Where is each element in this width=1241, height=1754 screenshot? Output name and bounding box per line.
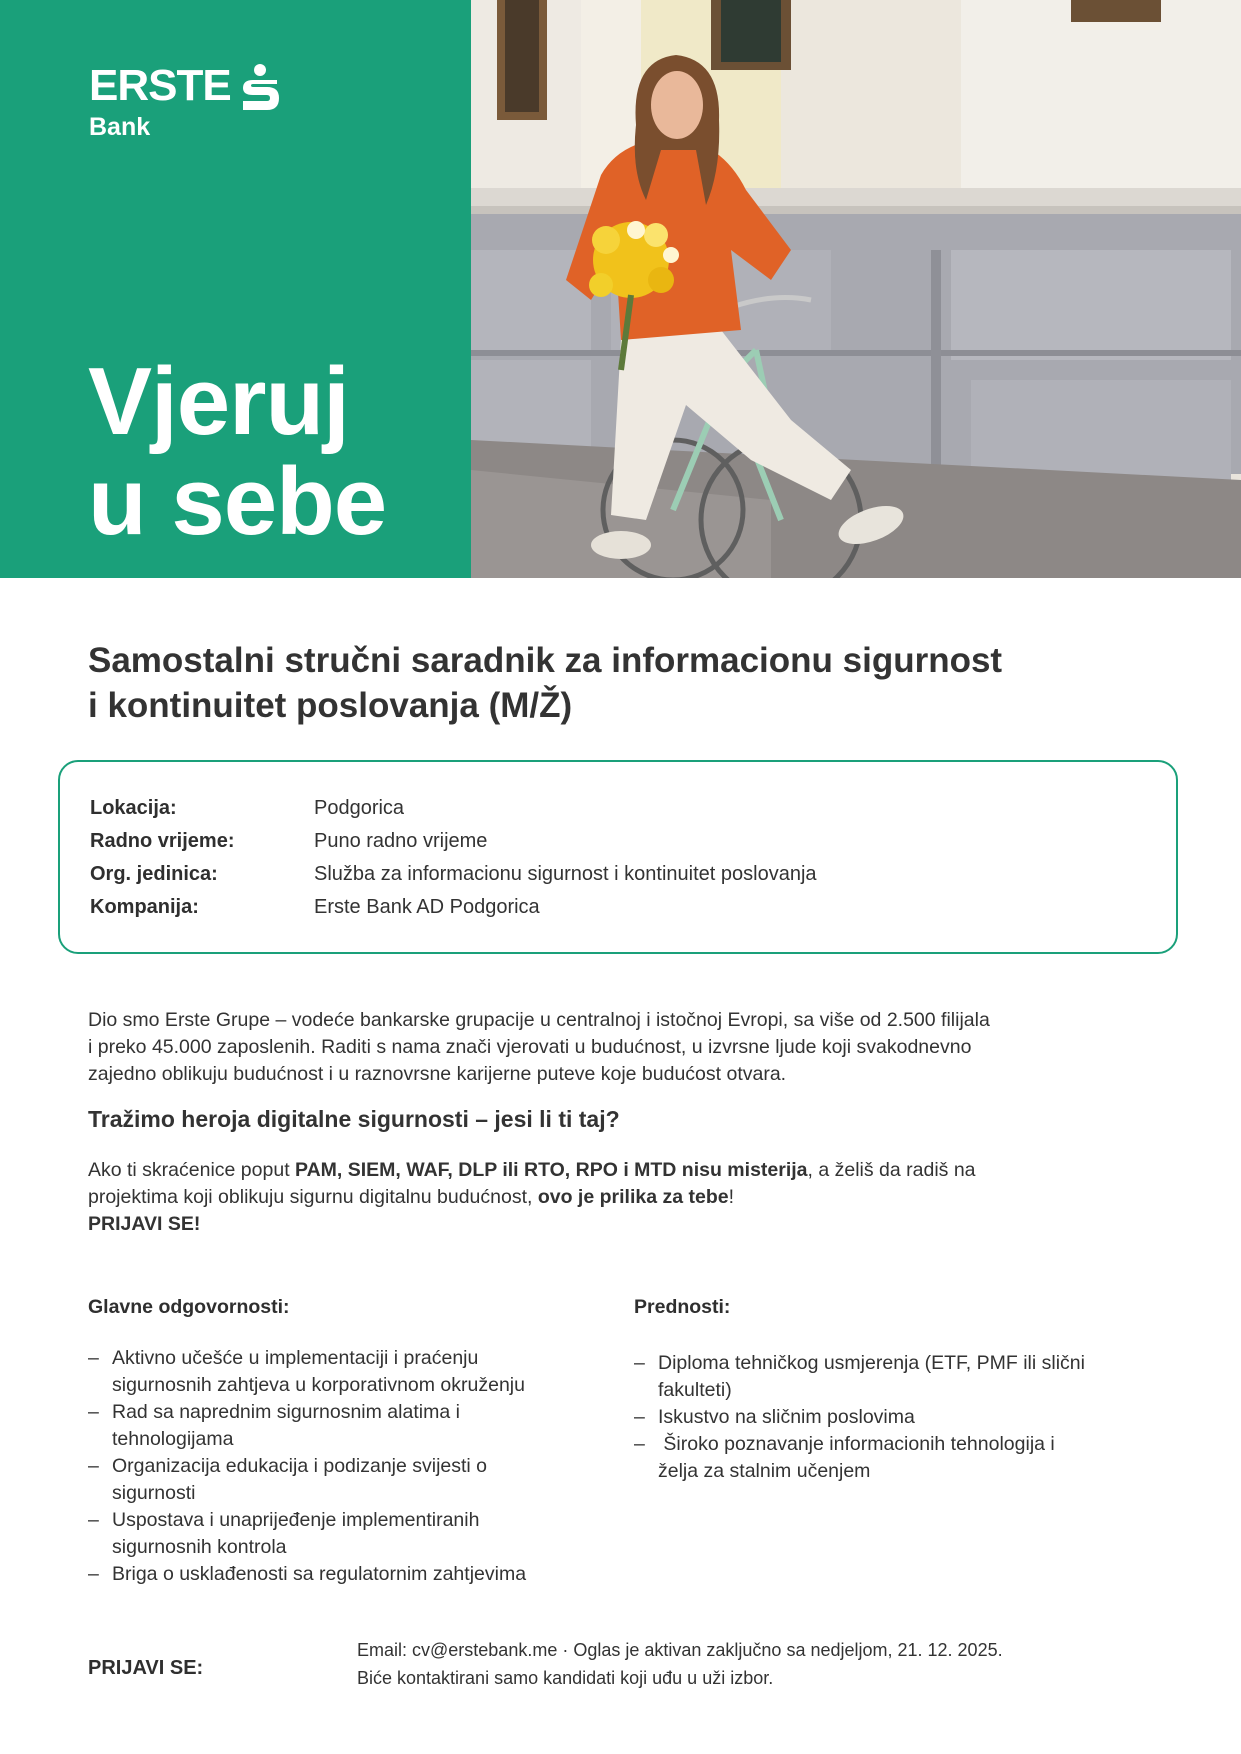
dash-bullet: – xyxy=(88,1455,99,1477)
responsibilities-list xyxy=(88,1345,608,1588)
cta-text: Ako ti skraćenice poput xyxy=(88,1159,296,1181)
cta-bold-text: ovo je prilika za tebe xyxy=(537,1186,729,1208)
cta-line-2 xyxy=(88,1184,1148,1211)
item-line: Diploma tehničkog usmjerenja (ETF, PMF ili slični xyxy=(658,1352,1085,1374)
cta-line-1 xyxy=(88,1157,1148,1184)
cta-apply-text: PRIJAVI SE! xyxy=(88,1213,201,1235)
dash-bullet: – xyxy=(634,1433,645,1455)
hero-green-panel xyxy=(0,0,471,578)
item-line: tehnologijama xyxy=(112,1428,234,1450)
apply-label: PRIJAVI SE: xyxy=(88,1657,204,1679)
info-label: Kompanija: xyxy=(90,896,199,918)
list-item xyxy=(88,1399,608,1453)
list-item xyxy=(88,1507,608,1561)
job-info-box xyxy=(58,760,1178,954)
item-line: fakulteti) xyxy=(658,1379,732,1401)
job-title-line-2: i kontinuitet poslovanja (M/Ž) xyxy=(88,686,573,725)
dash-bullet: – xyxy=(634,1406,645,1428)
savings-s-logo-icon xyxy=(239,64,281,112)
info-value: Puno radno vrijeme xyxy=(314,830,488,852)
cta-text: , a želiš da radiš na xyxy=(807,1159,976,1181)
list-item xyxy=(634,1431,1154,1485)
job-title xyxy=(88,638,1148,728)
list-item xyxy=(634,1404,1154,1431)
list-item xyxy=(88,1453,608,1507)
item-line: Briga o usklađenosti sa regulatornim zahtjevima xyxy=(112,1563,527,1585)
apply-note-line: Biće kontaktirani samo kandidati koji uđu u uži izbor. xyxy=(357,1668,774,1688)
logo-bank-text: Bank xyxy=(89,113,151,141)
item-line: Iskustvo na sličnim poslovima xyxy=(658,1406,915,1428)
list-item xyxy=(88,1345,608,1399)
apply-details xyxy=(357,1636,1003,1692)
advantages-title: Prednosti: xyxy=(634,1296,731,1318)
dash-bullet: – xyxy=(88,1509,99,1531)
cta-line-3 xyxy=(88,1211,1148,1238)
intro-line: i preko 45.000 zaposlenih. Raditi s nama znači vjerovati u budućnost, u izvrsne ljude koji svakodnevno xyxy=(88,1036,972,1058)
item-line: Organizacija edukacija i podizanje svijesti o xyxy=(112,1455,488,1477)
dash-bullet: – xyxy=(88,1563,99,1585)
info-label: Org. jedinica: xyxy=(90,863,218,885)
item-line: Rad sa naprednim sigurnosnim alatima i xyxy=(112,1401,460,1423)
slogan-line-2: u sebe xyxy=(88,448,387,555)
info-value: Služba za informacionu sigurnost i kontinuitet poslovanja xyxy=(314,863,817,885)
item-line: želja za stalnim učenjem xyxy=(658,1460,871,1482)
item-line: Aktivno učešće u implementaciji i praćenju xyxy=(112,1347,479,1369)
call-to-action-text xyxy=(88,1157,1148,1238)
item-line: Široko poznavanje informacionih tehnologija i xyxy=(658,1433,1055,1455)
cta-bold-text: PAM, SIEM, WAF, DLP ili RTO, RPO i MTD nisu misterija xyxy=(295,1159,808,1181)
cta-text: ! xyxy=(728,1186,734,1208)
logo-wordmark: ERSTE xyxy=(89,61,231,110)
list-item xyxy=(634,1350,1154,1404)
item-line: sigurnosnih zahtjeva u korporativnom okruženju xyxy=(112,1374,525,1396)
info-label: Radno vrijeme: xyxy=(90,830,235,852)
job-title-line-1: Samostalni stručni saradnik za informacionu sigurnost xyxy=(88,641,1003,680)
company-intro xyxy=(88,1007,1148,1088)
intro-line: zajedno oblikuju budućnost i u raznovrsne karijerne puteve koje budućost otvara. xyxy=(88,1063,787,1085)
dash-bullet: – xyxy=(88,1347,99,1369)
erste-logo[interactable] xyxy=(89,61,281,141)
dash-bullet: – xyxy=(88,1401,99,1423)
hero-banner xyxy=(0,0,1241,578)
dash-bullet: – xyxy=(634,1352,645,1374)
apply-email-line[interactable]: Email: cv@erstebank.me · Oglas je aktivan zaključno sa nedjeljom, 21. 12. 2025. xyxy=(357,1640,1003,1660)
info-value: Erste Bank AD Podgorica xyxy=(314,896,540,918)
intro-line: Dio smo Erste Grupe – vodeće bankarske grupacije u centralnoj i istočnoj Evropi, sa više od 2.500 filijala xyxy=(88,1009,990,1031)
advantages-list xyxy=(634,1350,1154,1485)
section-subheading: Tražimo heroja digitalne sigurnosti – jesi li ti taj? xyxy=(88,1106,620,1132)
info-value: Podgorica xyxy=(314,797,405,819)
item-line: sigurnosti xyxy=(112,1482,196,1504)
hero-slogan xyxy=(88,348,387,555)
hero-photo-woman-on-bicycle xyxy=(471,0,1241,578)
responsibilities-title: Glavne odgovornosti: xyxy=(88,1296,290,1318)
item-line: sigurnosnih kontrola xyxy=(112,1536,287,1558)
cta-text: projektima koji oblikuju sigurnu digitalnu budućnost, xyxy=(88,1186,538,1208)
list-item xyxy=(88,1561,608,1588)
info-label: Lokacija: xyxy=(90,797,177,819)
item-line: Uspostava i unaprijeđenje implementiranih xyxy=(112,1509,480,1531)
slogan-line-1: Vjeruj xyxy=(88,348,349,455)
hero-photo-illustration xyxy=(471,0,1241,578)
